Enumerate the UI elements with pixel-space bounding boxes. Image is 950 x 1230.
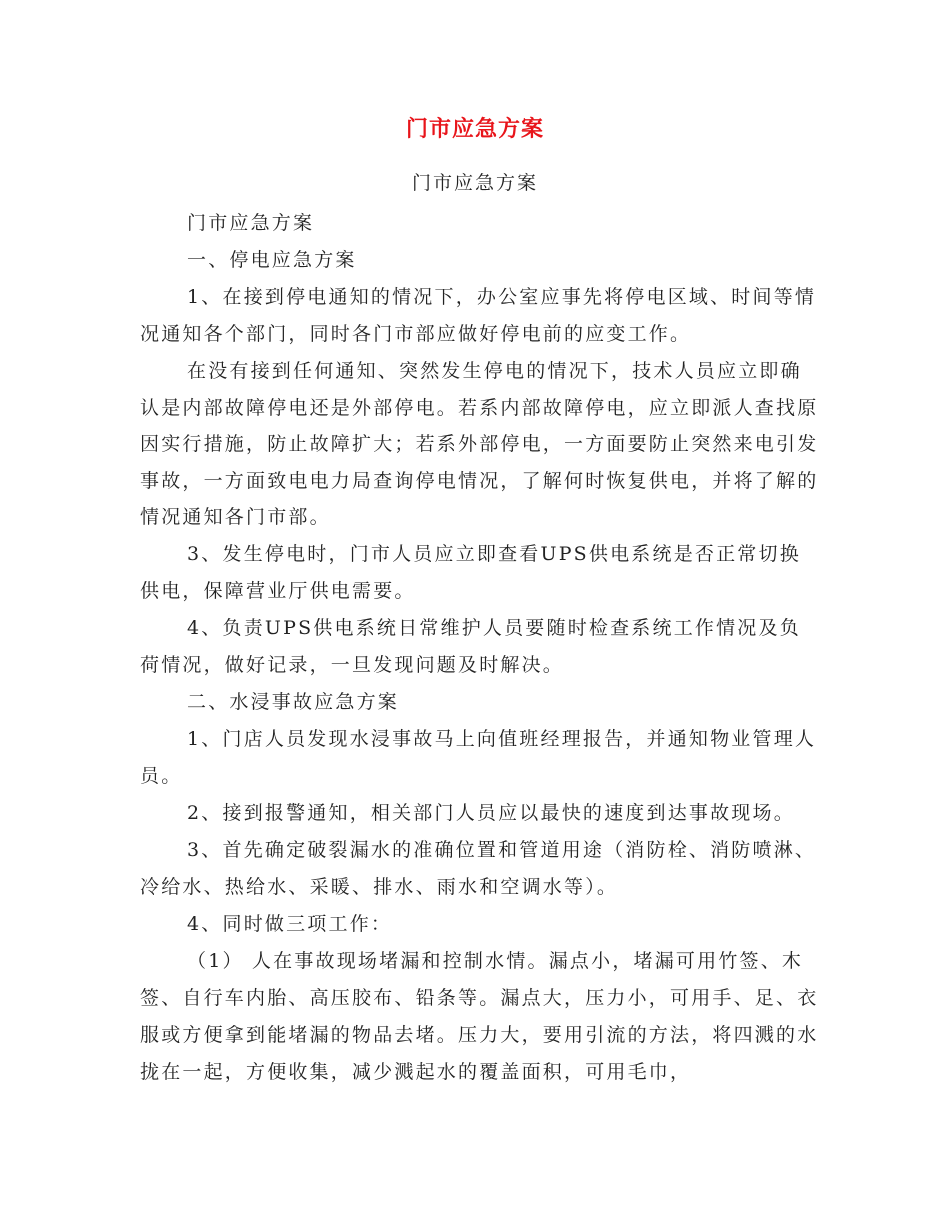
paragraph: （1） 人在事故现场堵漏和控制水情。漏点小，堵漏可用竹签、木签、自行车内胎、高压胶布、铅条等。漏点大，压力小，可用手、足、衣服或方便拿到能堵漏的物品去堵。压力大，要用引流的方法，将四溅的水拢在一起，方便收集，减少溅起水的覆盖面积，可用毛巾， [140,949,819,1083]
paragraph: 3、首先确定破裂漏水的准确位置和管道用途（消防栓、消防喷淋、冷给水、热给水、采暖、排水、雨水和空调水等）。 [140,838,817,898]
paragraph: 在没有接到任何通知、突然发生停电的情况下，技术人员应立即确认是内部故障停电还是外部停电。若系内部故障停电，应立即派人查找原因实行措施，防止故障扩大；若系外部停电，一方面要防止突然来电引发事故，一方面致电电力局查询停电情况，了解何时恢复供电，并将了解的情况通知各门市部。 [140,360,819,528]
document-title: 门市应急方案 [405,116,544,142]
section-heading-flooding: 二、水浸事故应急方案 [187,690,400,713]
paragraph: 3、发生停电时，门市人员应立即查看UPS供电系统是否正常切换供电，保障营业厅供电需要。 [140,542,801,602]
paragraph-heading: 门市应急方案 [187,212,315,234]
paragraph: 1、门店人员发现水浸事故马上向值班经理报告，并通知物业管理人员。 [140,727,817,787]
section-heading-power-outage: 一、停电应急方案 [187,249,357,271]
paragraph: 4、同时做三项工作： [187,912,393,935]
document-body [140,205,820,1091]
paragraph: 4、负责UPS供电系统日常维护人员要随时检查系统工作情况及负荷情况，做好记录，一旦发现问题及时解决。 [140,616,801,676]
paragraph: 1、在接到停电通知的情况下，办公室应事先将停电区域、时间等情况通知各个部门，同时各门市部应做好停电前的应变工作。 [140,286,817,345]
document-subtitle: 门市应急方案 [411,172,538,194]
paragraph: 2、接到报警通知，相关部门人员应以最快的速度到达事故现场。 [187,801,795,824]
